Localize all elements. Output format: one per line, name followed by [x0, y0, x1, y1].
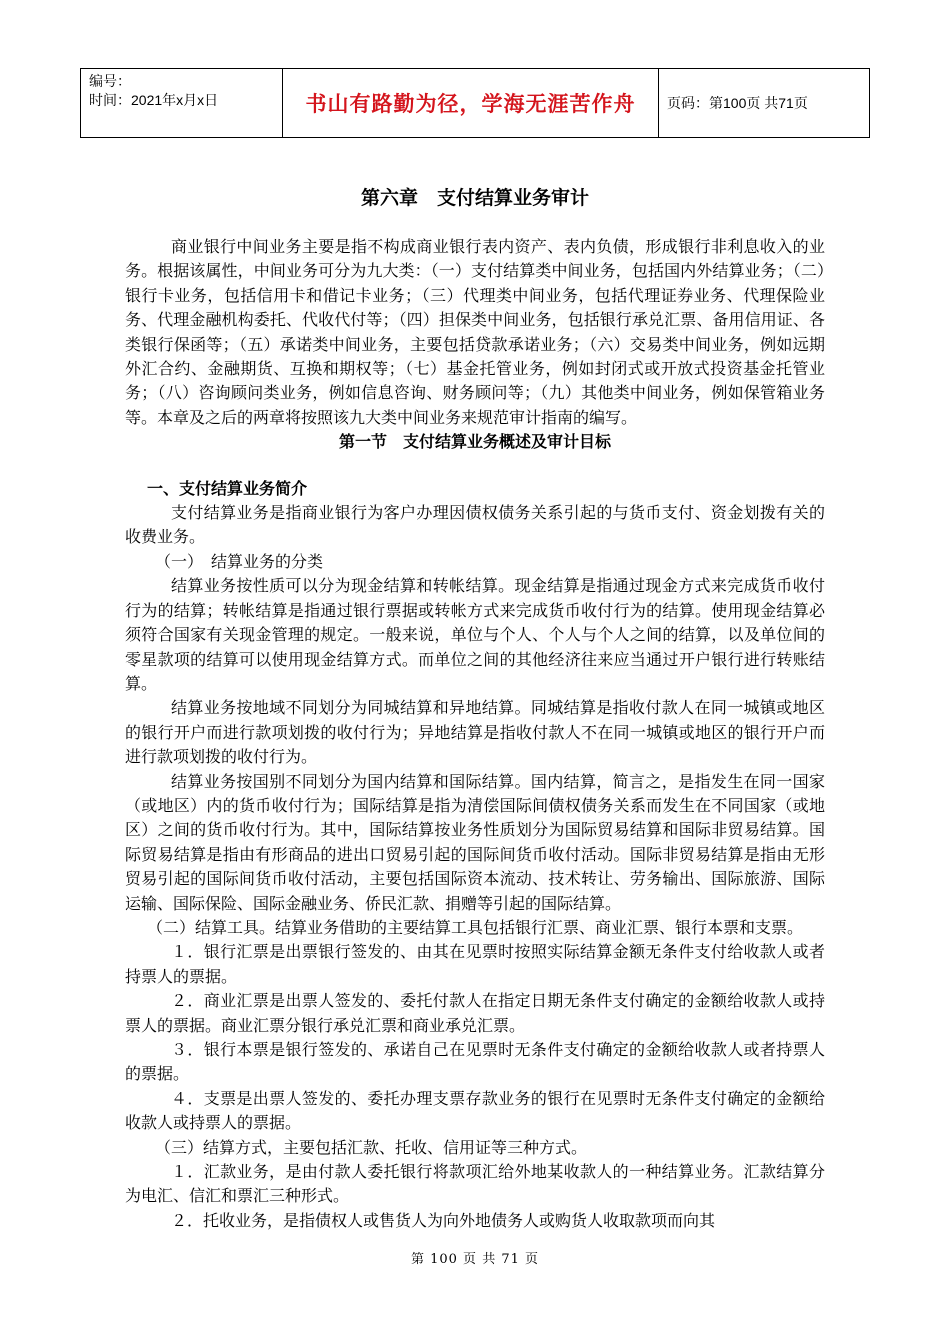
heading-1: 一、支付结算业务简介: [147, 478, 308, 498]
subheading: （一） 结算业务的分类: [155, 551, 324, 571]
paragraph: １．银行汇票是出票银行签发的、由其在见票时按照实际结算金额无条件支付给收款人或者持票人的票据。: [125, 942, 825, 986]
page-footer: 第 100 页 共 71 页: [410, 1252, 540, 1267]
document-body: [125, 183, 825, 1233]
chapter-title: 第六章 支付结算业务审计: [360, 187, 589, 209]
header-motto: 书山有路勤为径，学海无涯苦作舟: [283, 69, 659, 137]
time-label: 时间：2021年x月x日: [89, 92, 219, 108]
paragraph: （三）结算方式，主要包括汇款、托收、信用证等三种方式。: [155, 1137, 588, 1157]
paragraph: 结算业务按国别不同划分为国内结算和国际结算。国内结算，简言之，是指发生在同一国家（或地区）内的货币收付行为；国际结算是指为清偿国际间债权债务关系而发生在不同国家（或地区）之间的货币收付行为。其中，国际结算按业务性质划分为国际贸易结算和国际非贸易结算。国际贸易结算是指由有形商品的进出口贸易引起的国际间货币收付活动。国际非贸易结算是指由无形贸易引起的国际间货币收付活动，主要包括国际资本流动、技术转让、劳务输出、国际旅游、国际运输、国际保险、国际金融业务、侨民汇款、捐赠等引起的国际结算。: [125, 771, 825, 913]
intro-paragraph: 商业银行中间业务主要是指不构成商业银行表内资产、表内负债，形成银行非利息收入的业务。根据该属性，中间业务可分为九大类：（一）支付结算类中间业务，包括国内外结算业务；（二）银行卡业务，包括信用卡和借记卡业务；（三）代理类中间业务，包括代理证券业务、代理保险业务、代理金融机构委托、代收代付等；（四）担保类中间业务，包括银行承兑汇票、备用信用证、各类银行保函等；（五）承诺类中间业务，主要包括贷款承诺业务；（六）交易类中间业务，例如远期外汇合约、金融期货、互换和期权等；（七）基金托管业务，例如封闭式或开放式投资基金托管业务；（八）咨询顾问类业务，例如信息咨询、财务顾问等；（九）其他类中间业务，例如保管箱业务等。本章及之后的两章将按照该九大类中间业务来规范审计指南的编写。: [125, 237, 825, 427]
paragraph: ２．商业汇票是出票人签发的、委托付款人在指定日期无条件支付确定的金额给收款人或持票人的票据。商业汇票分银行承兑汇票和商业承兑汇票。: [125, 991, 825, 1035]
header-page-info: 页码：第100页 共71页: [667, 95, 808, 111]
section-title: 第一节 支付结算业务概述及审计目标: [338, 432, 611, 452]
header-meta: [81, 69, 283, 137]
document-header: [80, 68, 870, 138]
code-label: 编号：: [89, 73, 131, 89]
paragraph: 结算业务按地域不同划分为同城结算和异地结算。同城结算是指收付款人在同一城镇或地区的银行开户而进行款项划拨的收付行为；异地结算是指收付款人不在同一城镇或地区的银行开户而进行款项划拨的收付行为。: [125, 698, 825, 767]
paragraph: １．汇款业务，是由付款人委托银行将款项汇给外地某收款人的一种结算业务。汇款结算分为电汇、信汇和票汇三种形式。: [125, 1162, 825, 1206]
paragraph: （二）结算工具。结算业务借助的主要结算工具包括银行汇票、商业汇票、银行本票和支票。: [147, 917, 804, 937]
paragraph: 结算业务按性质可以分为现金结算和转帐结算。现金结算是指通过现金方式来完成货币收付行为的结算；转帐结算是指通过银行票据或转帐方式来完成货币收付行为的结算。使用现金结算必须符合国家有关现金管理的规定。一般来说，单位与个人、个人与个人之间的结算，以及单位间的零星款项的结算可以使用现金结算方式。而单位之间的其他经济往来应当通过开户银行进行转账结算。: [125, 576, 825, 693]
paragraph: ４．支票是出票人签发的、委托办理支票存款业务的银行在见票时无条件支付确定的金额给收款人或持票人的票据。: [125, 1088, 825, 1133]
paragraph: ２．托收业务，是指债权人或售货人为向外地债务人或购货人收取款项而向其: [171, 1210, 716, 1230]
paragraph: 支付结算业务是指商业银行为客户办理因债权债务关系引起的与货币支付、资金划拨有关的收费业务。: [125, 503, 825, 547]
paragraph: ３．银行本票是银行签发的、承诺自己在见票时无条件支付确定的金额给收款人或者持票人的票据。: [125, 1040, 825, 1084]
